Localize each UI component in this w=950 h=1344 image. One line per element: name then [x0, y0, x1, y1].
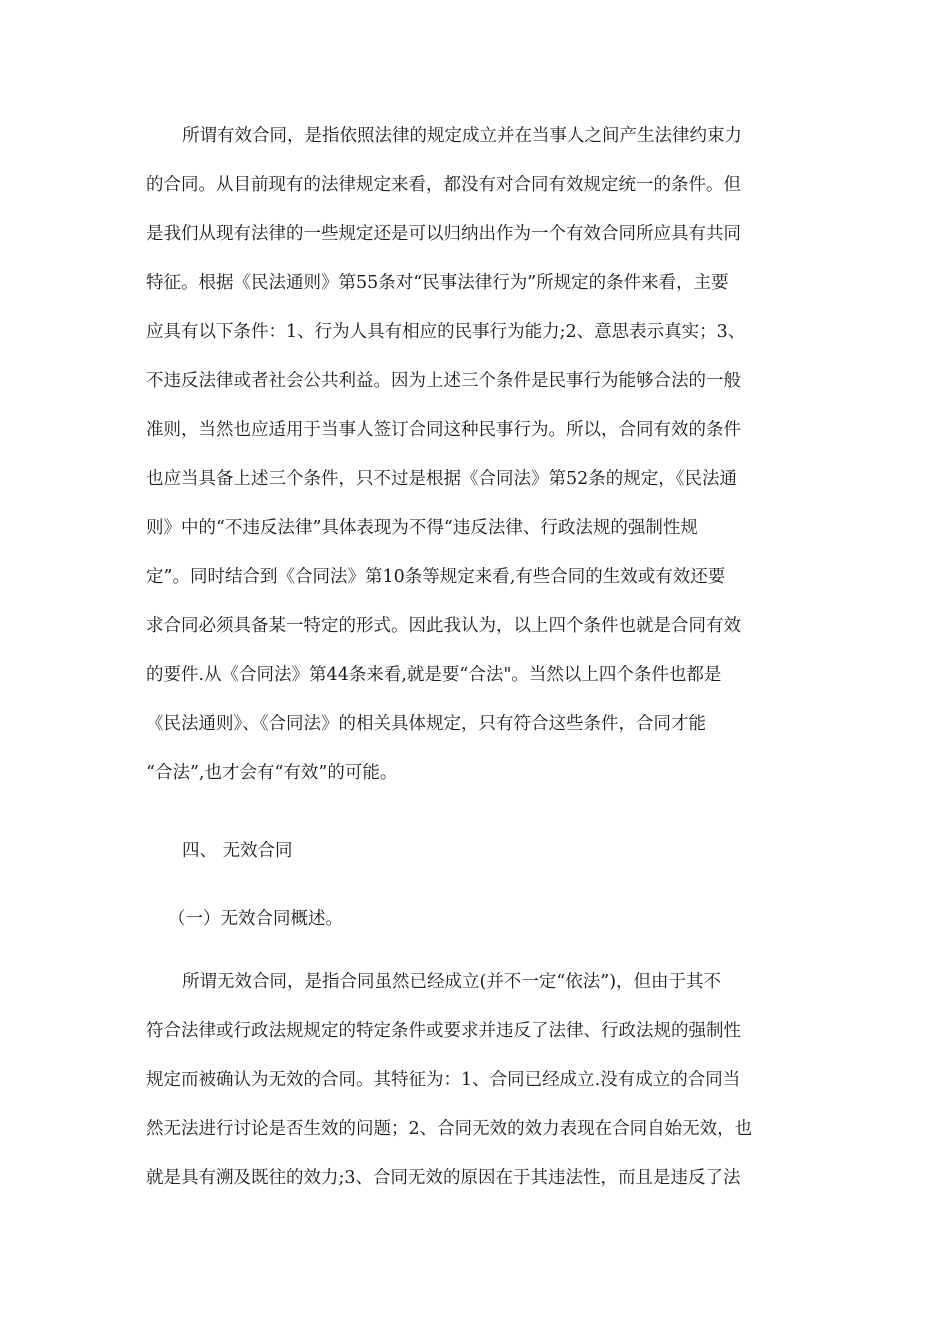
paragraph-line: 则》中的“不违反法律”具体表现为不得“违反法律、行政法规的强制性规: [146, 518, 698, 538]
paragraph-line: 的合同。从目前现有的法律规定来看，都没有对合同有效规定统一的条件。但: [146, 175, 741, 195]
paragraph-line: 规定而被确认为无效的合同。其特征为：1、合同已经成立.没有成立的合同当: [146, 1070, 741, 1090]
paragraph-line: 应具有以下条件：1、行为人具有相应的民事行为能力;2、意思表示真实；3、: [146, 322, 746, 342]
subsection-heading: （一）无效合同概述。: [168, 909, 343, 929]
paragraph-line: 就是具有溯及既往的效力;3、合同无效的原因在于其违法性，而且是违反了法: [146, 1168, 741, 1188]
paragraph-line: 所谓无效合同，是指合同虽然已经成立(并不一定“依法”)，但由于其不: [182, 972, 722, 992]
paragraph-invalid-contract: [146, 958, 806, 1203]
paragraph-line: “合法”,也才会有“有效”的可能。: [146, 763, 398, 783]
paragraph-line: 是我们从现有法律的一些规定还是可以归纳出作为一个有效合同所应具有共同: [146, 224, 741, 244]
paragraph-line: 也应当具备上述三个条件，只不过是根据《合同法》第52条的规定，《民法通: [146, 469, 738, 489]
paragraph-line: 然无法进行讨论是否生效的问题；2、合同无效的效力表现在合同自始无效，也: [146, 1119, 753, 1139]
section-heading: 四、 无效合同: [182, 841, 293, 861]
paragraph-valid-contract: [146, 112, 806, 798]
paragraph-line: 求合同必须具备某一特定的形式。因此我认为，以上四个条件也就是合同有效: [146, 616, 741, 636]
paragraph-line: 符合法律或行政法规规定的特定条件或要求并违反了法律、行政法规的强制性: [146, 1021, 741, 1041]
paragraph-line: 《民法通则》、《合同法》的相关具体规定，只有符合这些条件，合同才能: [146, 714, 706, 734]
paragraph-line: 准则，当然也应适用于当事人签订合同这种民事行为。所以，合同有效的条件: [146, 420, 741, 440]
paragraph-line: 定”。同时结合到《合同法》第10条等规定来看,有些合同的生效或有效还要: [146, 567, 726, 587]
paragraph-line: 不违反法律或者社会公共利益。因为上述三个条件是民事行为能够合法的一般: [146, 371, 741, 391]
paragraph-line: 特征。根据《民法通则》第55条对“民事法律行为”所规定的条件来看，主要: [146, 273, 729, 293]
paragraph-line: 的要件.从《合同法》第44条来看,就是要“合法"。当然以上四个条件也都是: [146, 665, 722, 685]
paragraph-line: 所谓有效合同，是指依照法律的规定成立并在当事人之间产生法律约束力: [182, 126, 742, 146]
